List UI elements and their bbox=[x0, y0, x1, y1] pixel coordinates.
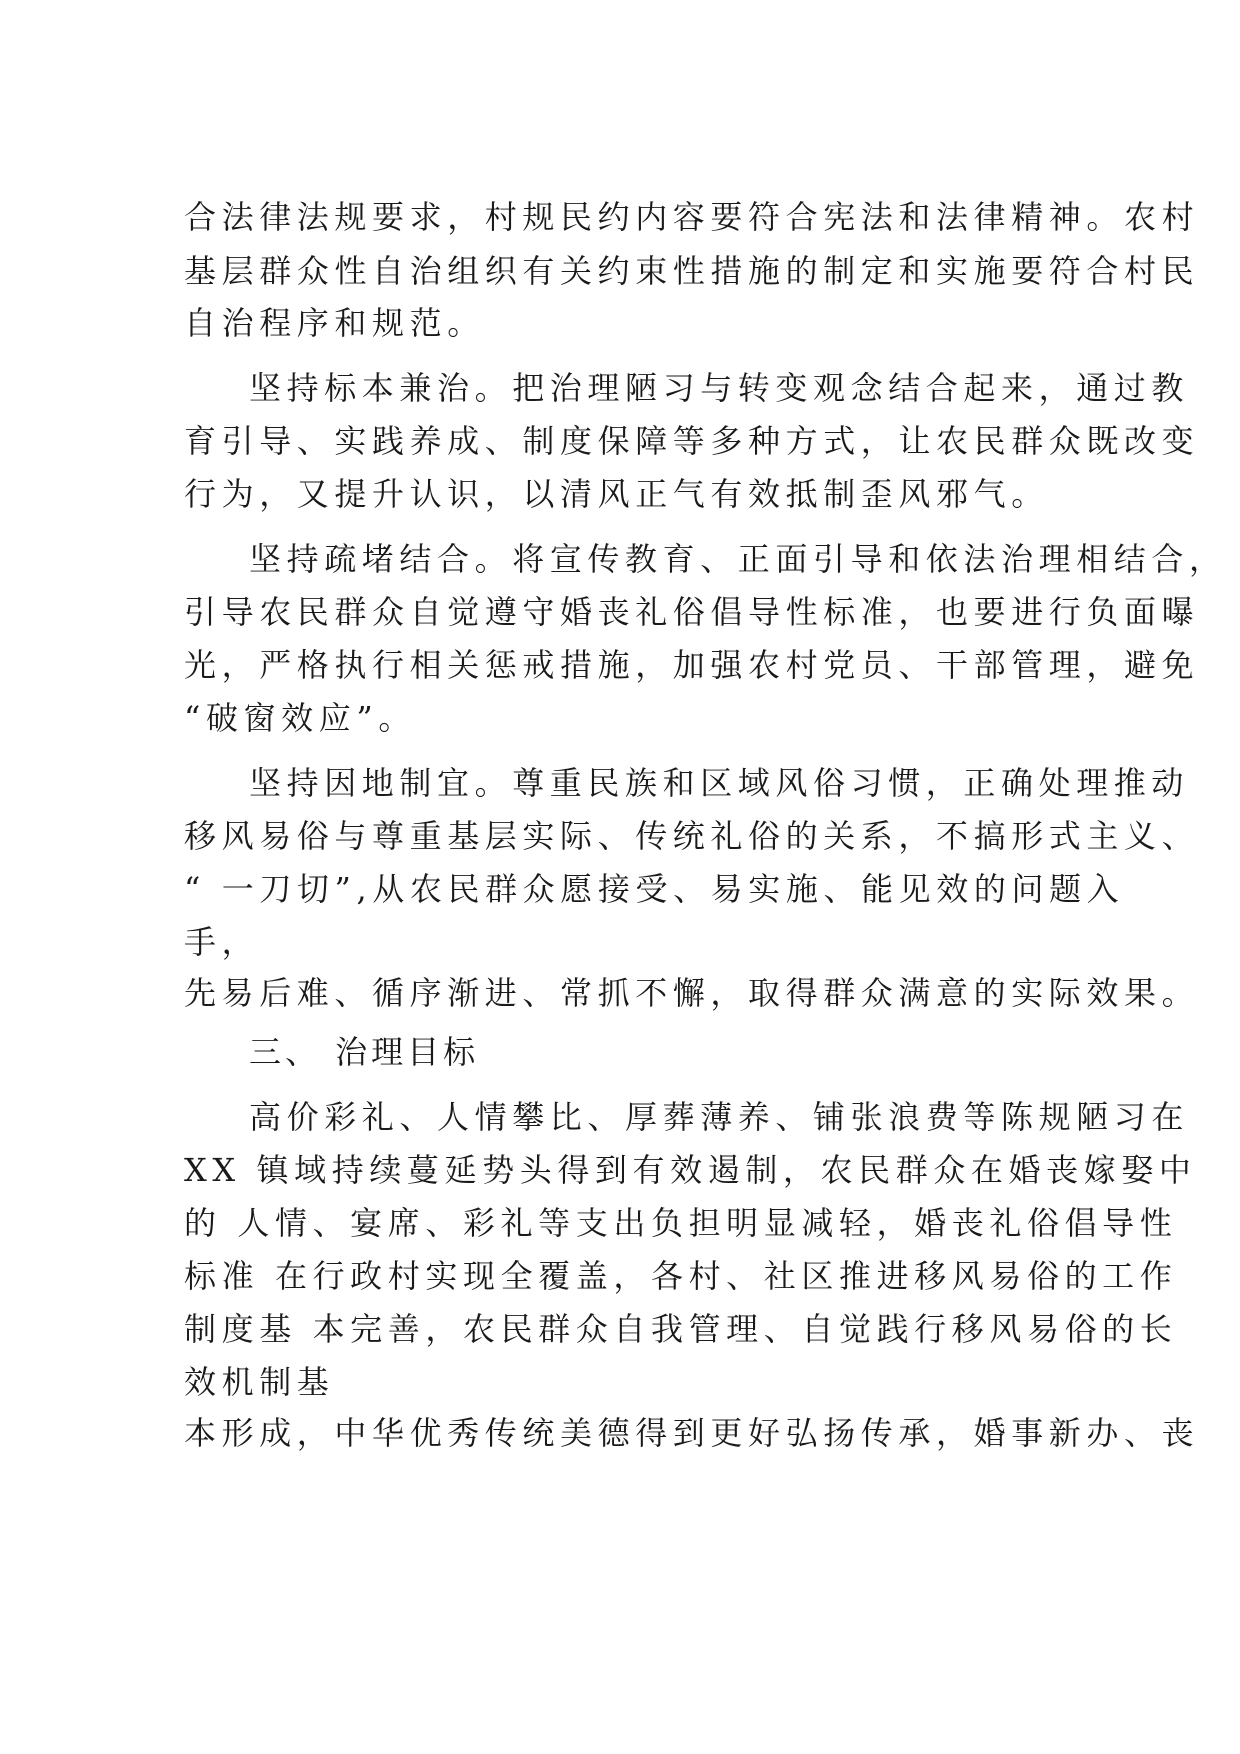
paragraph-first-line: 坚持标本兼治。把治理陋习与转变观念结合起来，通过教 bbox=[249, 369, 1190, 407]
text-line: “破窗效应”。 bbox=[184, 699, 416, 737]
text-line: 的 人情、宴席、彩礼等支出负担明显减轻，婚丧礼俗倡导性 bbox=[184, 1204, 1178, 1242]
text-line: 行为，又提升认识，以清风正气有效抵制歪风邪气。 bbox=[184, 475, 1049, 513]
text-line: 自治程序和规范。 bbox=[184, 304, 485, 342]
text-line: XX 镇域持续蔓延势头得到有效遏制，农民群众在婚丧嫁娶中 bbox=[184, 1151, 1197, 1189]
text-line: 引导农民群众自觉遵守婚丧礼俗倡导性标准，也要进行负面曝 bbox=[184, 593, 1200, 631]
text-line: 基层群众性自治组织有关约束性措施的制定和实施要符合村民 bbox=[184, 252, 1200, 290]
text-line: 移风易俗与尊重基层实际、传统礼俗的关系，不搞形式主义、 bbox=[184, 817, 1200, 855]
text-line: “ 一刀切”,从农民群众愿接受、易实施、能见效的问题入 bbox=[184, 870, 1125, 908]
paragraph-first-line: 高价彩礼、人情攀比、厚葬薄养、铺张浪费等陈规陋习在 bbox=[249, 1098, 1190, 1136]
paragraph-first-line: 坚持疏堵结合。将宣传教育、正面引导和依法治理相结合， bbox=[249, 540, 1227, 578]
text-line: 合法律法规要求，村规民约内容要符合宪法和法律精神。农村 bbox=[184, 198, 1200, 236]
text-line: 标准 在行政村实现全覆盖，各村、社区推进移风易俗的工作 bbox=[184, 1257, 1178, 1295]
text-line: 先易后难、循序渐进、常抓不懈，取得群众满意的实际效果。 bbox=[184, 974, 1200, 1012]
text-line: 制度基 本完善，农民群众自我管理、自觉践行移风易俗的长 bbox=[184, 1310, 1178, 1348]
paragraph-first-line: 坚持因地制宜。尊重民族和区域风俗习惯，正确处理推动 bbox=[249, 764, 1190, 802]
text-line: 手， bbox=[184, 923, 260, 961]
section-heading: 三、 治理目标 bbox=[249, 1033, 480, 1071]
text-line: 光，严格执行相关惩戒措施，加强农村党员、干部管理，避免 bbox=[184, 646, 1200, 684]
text-line: 效机制基 bbox=[184, 1363, 335, 1401]
text-line: 本形成，中华优秀传统美德得到更好弘扬传承，婚事新办、丧 bbox=[184, 1414, 1200, 1452]
text-line: 育引导、实践养成、制度保障等多种方式，让农民群众既改变 bbox=[184, 422, 1200, 460]
